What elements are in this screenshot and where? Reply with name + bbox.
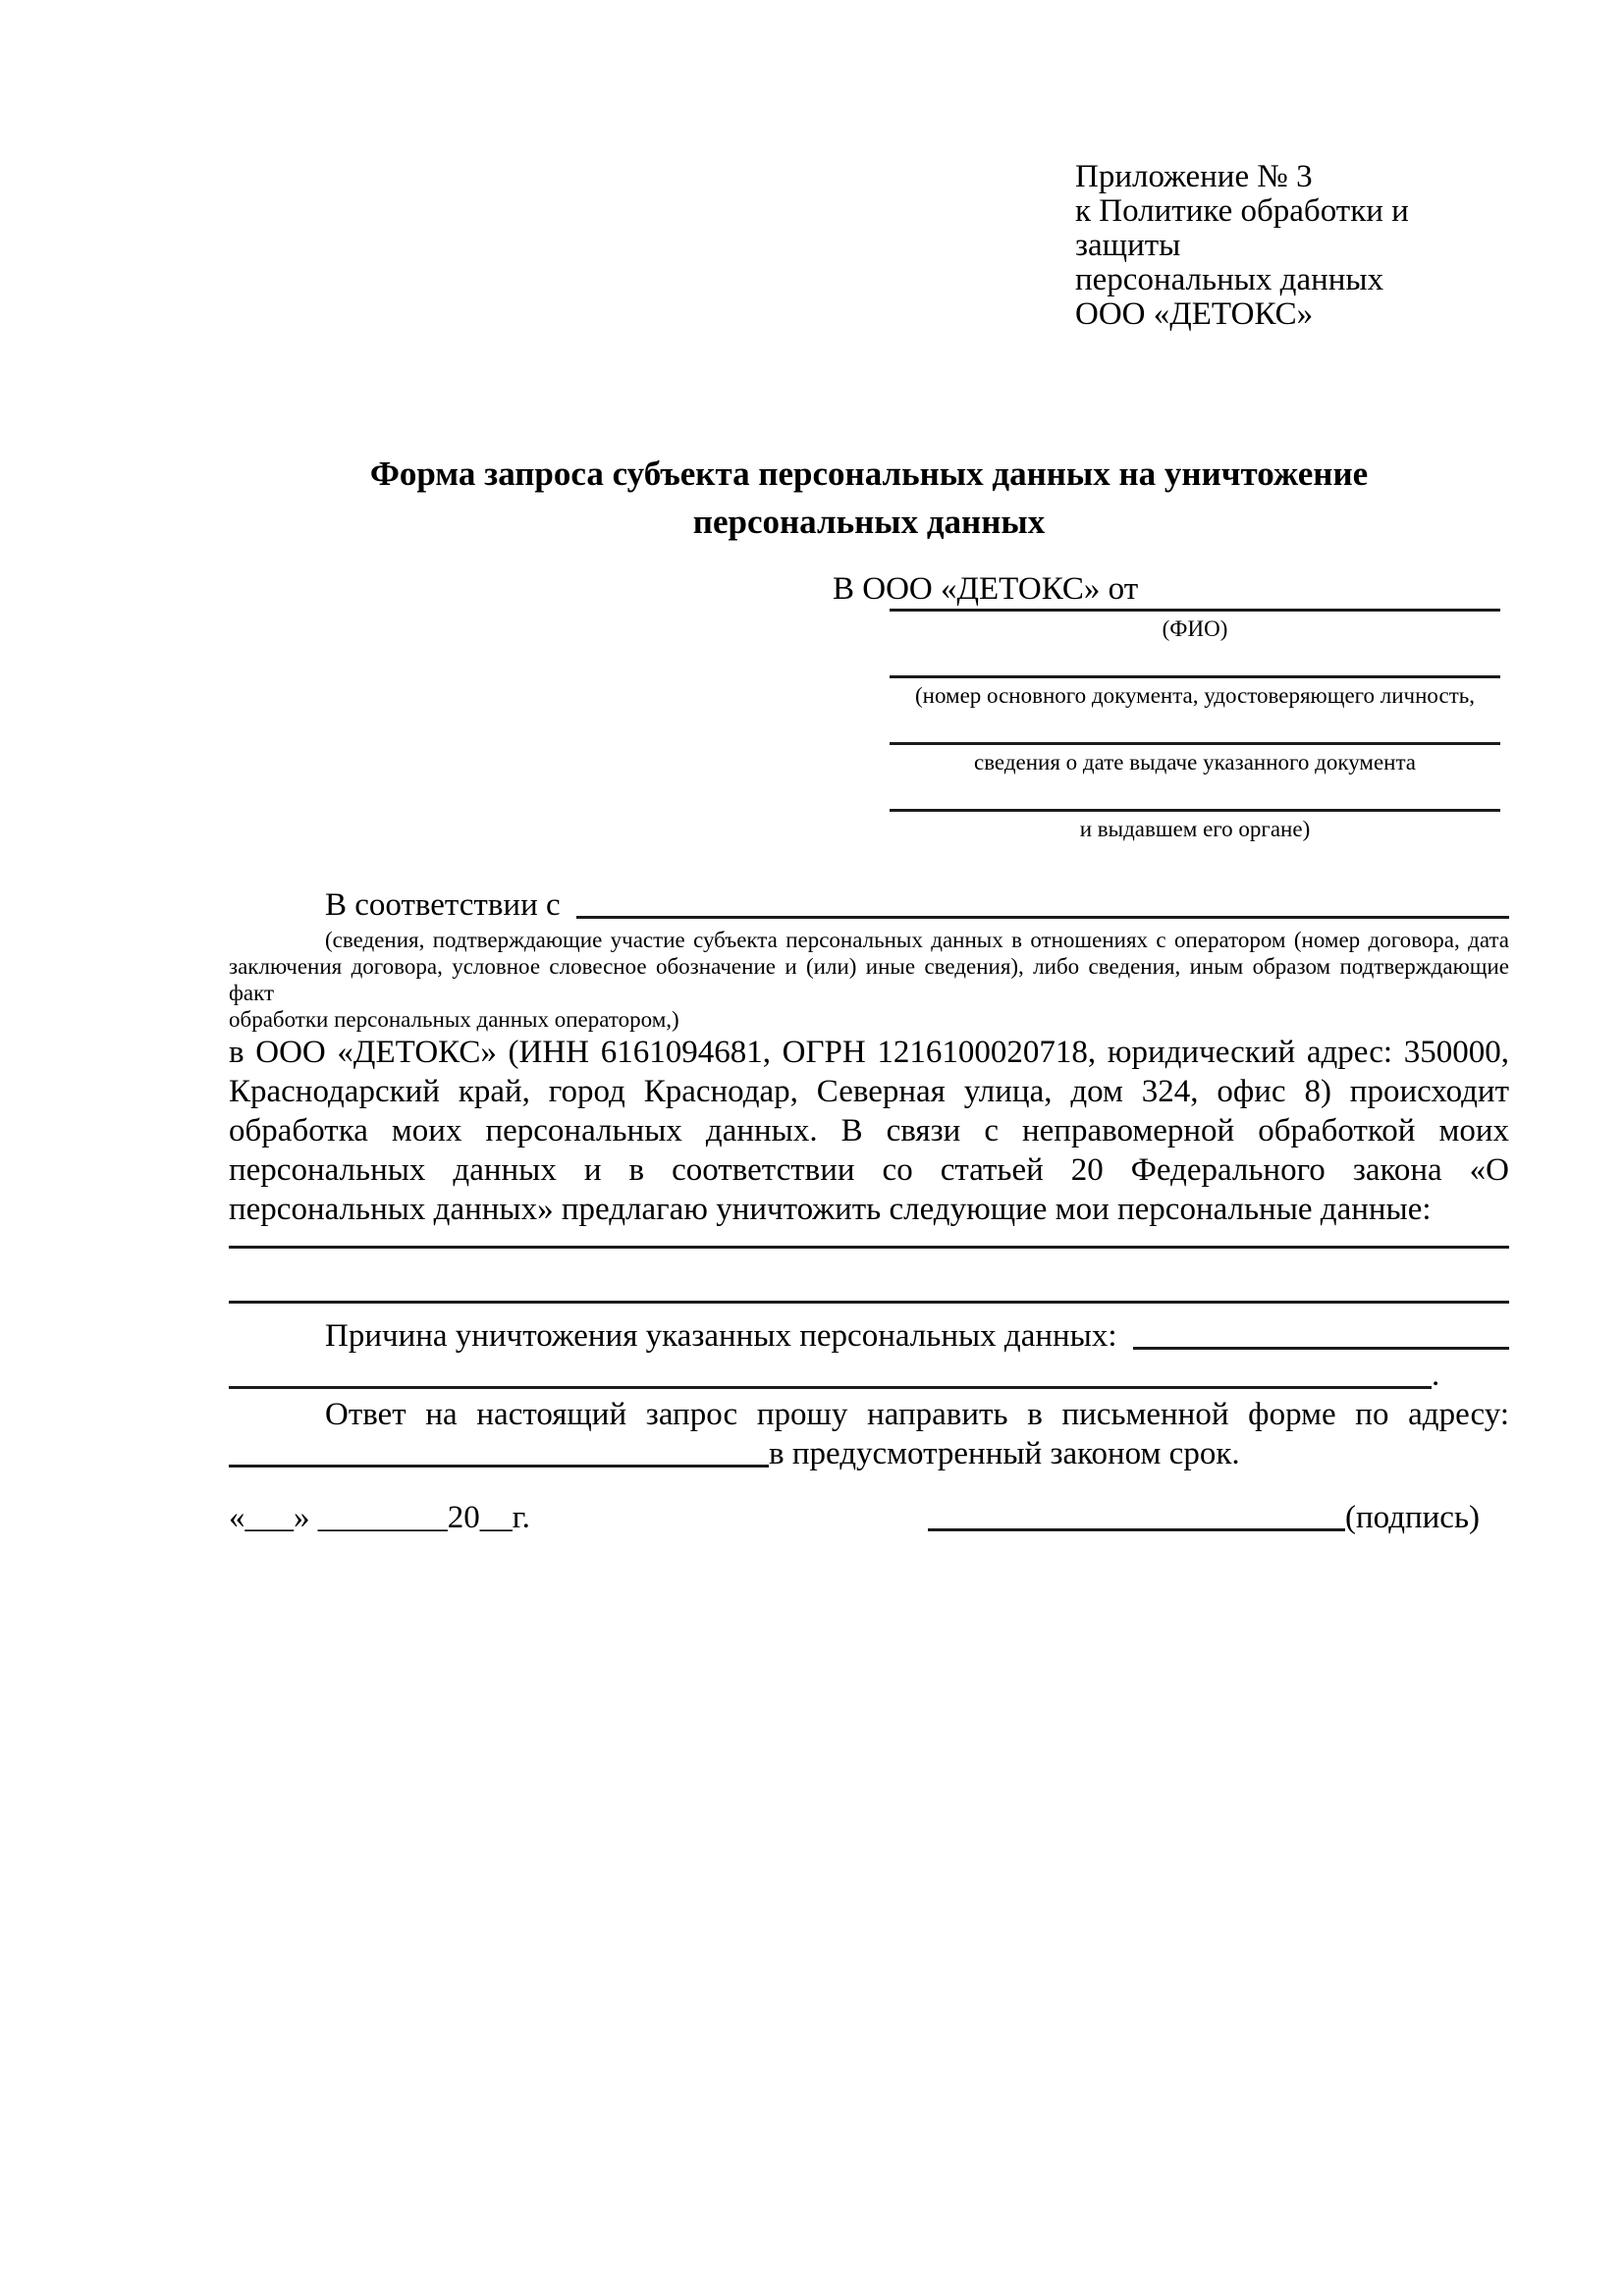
appendix-header-line: ООО «ДЕТОКС» bbox=[1075, 296, 1314, 332]
doc-number-caption: (номер основного документа, удостоверяющего личность, bbox=[914, 683, 1475, 708]
data-blank-underline-1 bbox=[229, 1229, 1509, 1249]
address-suffix: в предусмотренный законом срок. bbox=[769, 1436, 1240, 1471]
signature-block bbox=[928, 1498, 1480, 1537]
issuing-authority-caption: и выдавшем его органе) bbox=[1079, 817, 1311, 841]
address-row bbox=[229, 1434, 1509, 1473]
body-paragraph bbox=[229, 1033, 1509, 1229]
accordance-label: В соответствии с bbox=[325, 887, 568, 923]
form-title bbox=[229, 450, 1509, 546]
reason-continuation-row bbox=[229, 1356, 1509, 1395]
accordance-row bbox=[229, 885, 1509, 925]
fio-caption: (ФИО) bbox=[1162, 616, 1228, 641]
form-title-line: Форма запроса субъекта персональных данных на уничтожение bbox=[369, 454, 1369, 493]
body-line: персональных данных» предлагаю уничтожить следующие мои персональные данные: bbox=[229, 1192, 1432, 1227]
appendix-header-line: Приложение № 3 bbox=[1075, 159, 1313, 194]
response-request-line: Ответ на настоящий запрос прошу направить в письменной форме по адресу: bbox=[325, 1397, 1509, 1432]
footnote-line: обработки персональных данных оператором,) bbox=[229, 1007, 679, 1032]
accordance-footnote bbox=[229, 927, 1509, 1033]
accordance-underline bbox=[576, 885, 1509, 919]
form-title-line: персональных данных bbox=[692, 503, 1046, 541]
issue-date-underline bbox=[890, 742, 1500, 745]
reason-underline bbox=[1133, 1316, 1509, 1350]
date-signature-row bbox=[229, 1498, 1509, 1537]
body-line: Краснодарский край, город Краснодар, Северная улица, дом 324, офис 8) происходит bbox=[229, 1074, 1509, 1109]
appendix-header bbox=[1075, 160, 1509, 332]
doc-number-underline bbox=[890, 675, 1500, 678]
appendix-header-line: персональных данных bbox=[1075, 262, 1384, 297]
body-line: персональных данных и в соответствии со статьей 20 Федерального закона «О bbox=[229, 1152, 1509, 1188]
fio-underline bbox=[890, 609, 1500, 612]
body-line: в ООО «ДЕТОКС» (ИНН 6161094681, ОГРН 1216100020718, юридический адрес: 350000, bbox=[229, 1035, 1509, 1070]
signature-caption: (подпись) bbox=[1345, 1500, 1480, 1535]
date-field: «___» ________20__г. bbox=[229, 1500, 530, 1535]
footnote-line: (сведения, подтверждающие участие субъекта персональных данных в отношениях с оператором (номер договора, дата bbox=[325, 928, 1509, 952]
data-blank-underline-2 bbox=[229, 1249, 1509, 1304]
sentence-period: . bbox=[1432, 1358, 1440, 1393]
footnote-line: заключения договора, условное словесное обозначение и (или) иные сведения), либо сведения, иным образом подтверждающие факт bbox=[229, 954, 1509, 1005]
issuing-authority-underline bbox=[890, 809, 1500, 812]
reason-continuation-underline bbox=[229, 1356, 1432, 1389]
appendix-header-line: к Политике обработки и защиты bbox=[1075, 193, 1409, 263]
address-underline bbox=[229, 1434, 769, 1468]
body-line: обработка моих персональных данных. В связи с неправомерной обработкой моих bbox=[229, 1113, 1509, 1148]
issue-date-caption: сведения о дате выдаче указанного документа bbox=[973, 750, 1417, 774]
addressee-line: В ООО «ДЕТОКС» от bbox=[833, 571, 1139, 607]
signature-underline bbox=[928, 1498, 1345, 1531]
reason-label: Причина уничтожения указанных персональных данных: bbox=[325, 1318, 1125, 1354]
reason-row bbox=[229, 1316, 1509, 1356]
